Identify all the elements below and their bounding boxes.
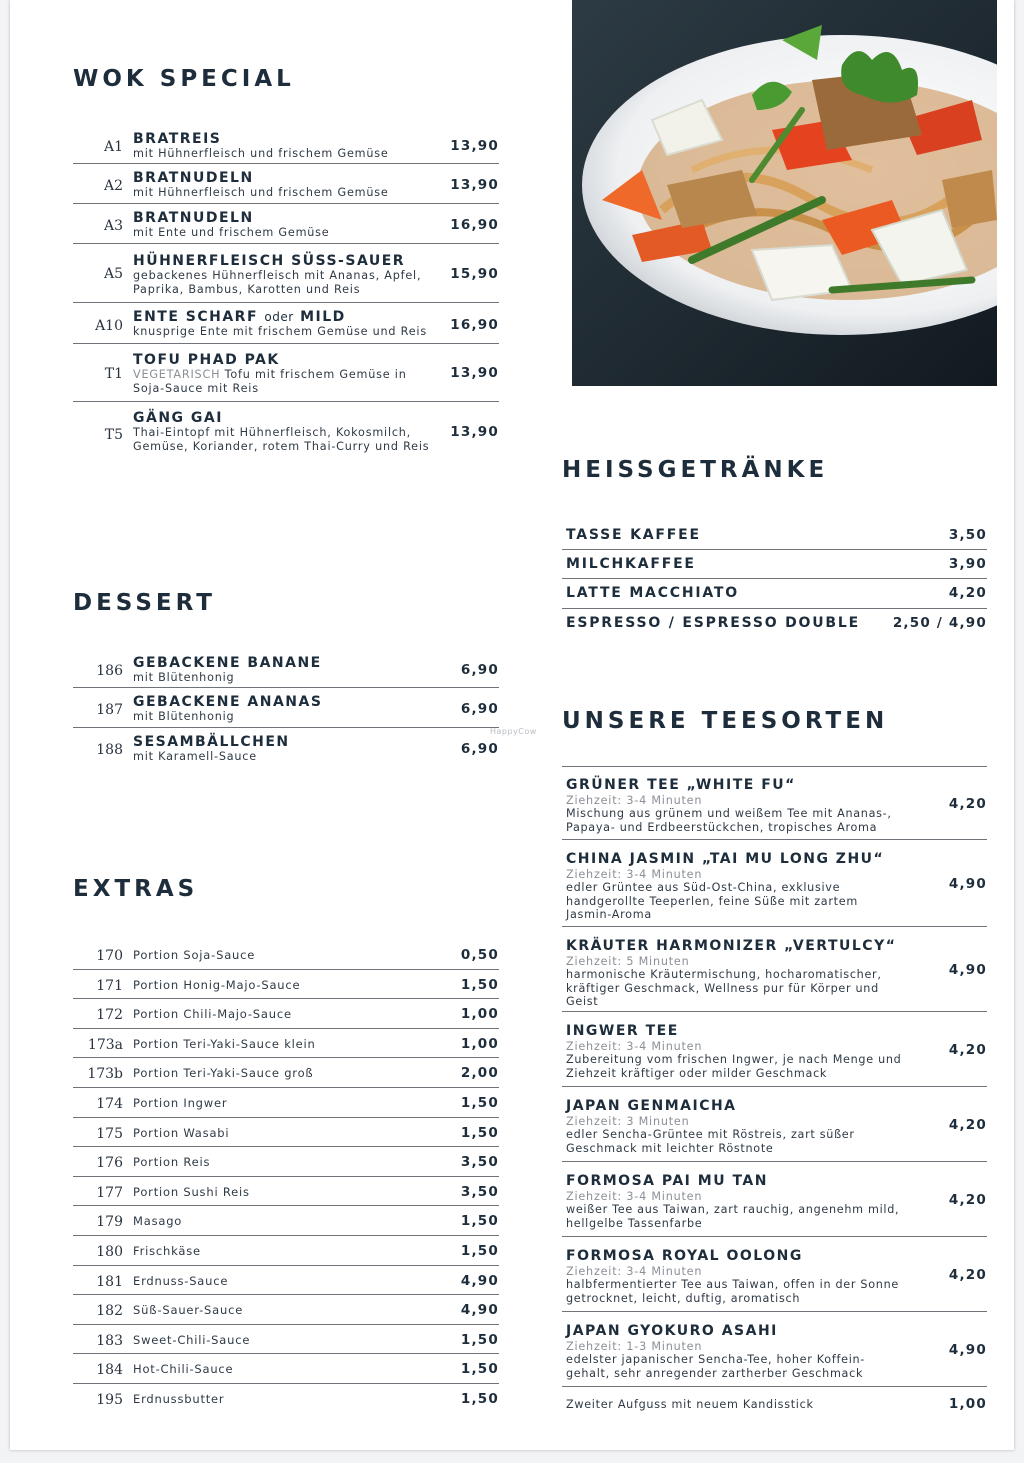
dessert-item	[73, 650, 499, 688]
item-code: A2	[103, 178, 123, 194]
extra-item	[73, 1206, 499, 1236]
wok-item	[73, 165, 499, 204]
tea-price: 4,90	[948, 1342, 987, 1358]
item-desc-line: Soja-Sauce mit Reis	[133, 381, 259, 395]
item-desc	[133, 269, 421, 296]
tea-heading: UNSERE TEESORTEN	[562, 708, 889, 734]
item-code: 184	[96, 1362, 123, 1379]
tea-list	[562, 766, 987, 1416]
tea-desc-line: handgerollte Teeperlen, feine Süße mit zartem	[566, 894, 858, 908]
item-desc-line: Thai-Eintopf mit Hühnerfleisch, Kokosmilch,	[133, 426, 412, 439]
item-code: 195	[96, 1392, 123, 1408]
tea-desc-line: harmonische Kräutermischung, hocharomatischer,	[566, 968, 882, 981]
item-code: 171	[96, 977, 123, 994]
item-desc-line: Gemüse, Koriander, rotem Thai-Curry und Reis	[133, 439, 430, 453]
item-label: Portion Honig-Majo-Sauce	[133, 977, 301, 992]
item-code: T1	[104, 366, 123, 382]
item-name-or: oder	[264, 310, 294, 324]
item-price: 13,90	[450, 365, 499, 381]
tea-name: FORMOSA ROYAL OOLONG	[566, 1248, 803, 1264]
drink-name: TASSE KAFFEE	[566, 527, 701, 543]
refill-label: Zweiter Aufguss mit neuem Kandisstick	[566, 1398, 814, 1411]
item-name-part: ENTE SCHARF	[133, 309, 259, 325]
item-price: 6,90	[460, 741, 499, 757]
item-name-part: MILD	[300, 309, 346, 325]
tea-desc	[566, 1128, 855, 1155]
item-desc: mit Blütenhonig	[133, 671, 235, 684]
item-code: 175	[96, 1125, 123, 1142]
tea-desc-line: Geschmack mit leichter Röstnote	[566, 1141, 774, 1155]
wok-special-heading: WOK SPECIAL	[73, 66, 295, 92]
item-price: 1,00	[460, 1035, 499, 1052]
wok-item	[73, 205, 499, 244]
item-code: A10	[95, 318, 123, 334]
tea-price: 4,20	[948, 1117, 987, 1133]
tea-steep-time: Ziehzeit: 3-4 Minuten	[566, 1190, 703, 1203]
tea-item	[562, 1313, 987, 1387]
vegetarian-label: VEGETARISCH	[133, 368, 221, 381]
tea-desc	[566, 1203, 899, 1230]
tea-item	[562, 1013, 987, 1087]
tea-desc-line: Mischung aus grünem und weißem Tee mit Ananas-,	[566, 807, 892, 820]
item-price: 3,50	[460, 1183, 499, 1200]
tea-desc	[566, 968, 882, 1009]
wok-item	[73, 304, 499, 344]
item-name: GÄNG GAI	[133, 410, 223, 426]
item-name: BRATNUDELN	[133, 210, 254, 226]
extra-item	[73, 970, 499, 1000]
item-desc-line: Paprika, Bambus, Karotten und Reis	[133, 282, 361, 296]
tea-item	[562, 1238, 987, 1312]
item-price: 0,50	[460, 947, 499, 963]
item-name: BRATNUDELN	[133, 170, 254, 186]
extras-list	[73, 940, 499, 1415]
tea-desc-line: Jasmin-Aroma	[566, 908, 652, 921]
item-price: 1,50	[460, 1213, 499, 1230]
item-price: 4,90	[460, 1302, 499, 1319]
tea-desc-line: getrocknet, leicht, duftig, aromatisch	[566, 1291, 801, 1305]
tea-name: JAPAN GYOKURO ASAHI	[566, 1323, 778, 1339]
extra-item	[73, 1058, 499, 1088]
extra-item	[73, 1088, 499, 1118]
item-code: 186	[96, 663, 123, 679]
tea-item	[562, 1163, 987, 1237]
tea-price: 4,20	[948, 1267, 987, 1283]
drink-item	[562, 579, 987, 609]
dessert-item	[73, 689, 499, 728]
wok-item	[73, 345, 499, 402]
item-code: 172	[96, 1007, 123, 1024]
tea-item	[562, 766, 987, 840]
drink-item	[562, 520, 987, 550]
item-price: 16,90	[450, 317, 499, 333]
wok-dish-photo	[572, 0, 997, 386]
tea-name: CHINA JASMIN „TAI MU LONG ZHU“	[566, 851, 885, 867]
extra-item	[73, 1354, 499, 1384]
extra-item	[73, 1118, 499, 1148]
item-name: BRATREIS	[133, 131, 222, 147]
tea-desc	[566, 1278, 899, 1305]
dessert-heading: DESSERT	[73, 590, 216, 616]
extra-item	[73, 1384, 499, 1414]
item-code: 183	[96, 1332, 123, 1349]
tea-desc	[566, 1353, 865, 1380]
item-name	[133, 309, 346, 325]
item-desc	[133, 426, 429, 453]
drink-price: 3,90	[948, 556, 987, 572]
extra-item	[73, 940, 499, 970]
item-label: Portion Reis	[133, 1155, 211, 1170]
item-code: 188	[96, 742, 123, 758]
item-desc: mit Hühnerfleisch und frischem Gemüse	[133, 147, 389, 160]
drink-name: MILCHKAFFEE	[566, 556, 696, 572]
item-desc: mit Karamell-Sauce	[133, 750, 257, 763]
item-desc-line	[133, 368, 407, 382]
tea-desc	[566, 1053, 901, 1080]
refill-price: 1,00	[948, 1396, 987, 1412]
extra-item	[73, 1147, 499, 1177]
item-price: 3,50	[460, 1154, 499, 1171]
item-price: 13,90	[450, 177, 499, 193]
item-label: Portion Soja-Sauce	[133, 948, 256, 962]
tea-item	[562, 928, 987, 1012]
item-label: Frischkäse	[133, 1244, 201, 1258]
tea-name: GRÜNER TEE „WHITE FU“	[566, 777, 796, 793]
item-desc-line: gebackenes Hühnerfleisch mit Ananas, Apfel,	[133, 269, 422, 282]
tea-price: 4,20	[948, 1192, 987, 1208]
item-code: 176	[96, 1155, 123, 1172]
item-price: 1,50	[460, 1361, 499, 1378]
tea-desc-line: edler Grüntee aus Süd-Ost-China, exklusive	[566, 881, 841, 894]
tea-steep-time: Ziehzeit: 1-3 Minuten	[566, 1340, 703, 1353]
item-name: GEBACKENE ANANAS	[133, 694, 323, 710]
drink-price: 3,50	[948, 527, 987, 543]
item-code: 182	[96, 1303, 123, 1320]
item-price: 15,90	[450, 266, 499, 282]
item-label: Portion Chili-Majo-Sauce	[133, 1007, 292, 1022]
menu-page	[10, 0, 1014, 1450]
item-price: 1,50	[460, 976, 499, 993]
item-code: 180	[96, 1244, 123, 1260]
tea-desc-line: Papaya- und Erdbeerstückchen, tropisches Aroma	[566, 820, 878, 834]
tea-item	[562, 1088, 987, 1162]
tea-price: 4,90	[948, 962, 987, 978]
item-desc-text: Tofu mit frischem Gemüse in	[224, 368, 407, 381]
tea-desc-line: edler Sencha-Grüntee mit Röstreis, zart süßer	[566, 1128, 855, 1141]
item-desc	[133, 368, 407, 395]
item-label: Erdnuss-Sauce	[133, 1273, 229, 1288]
wok-item	[73, 245, 499, 303]
item-label: Süß-Sauer-Sauce	[133, 1303, 244, 1318]
item-label: Sweet-Chili-Sauce	[133, 1332, 251, 1347]
tea-desc	[566, 881, 858, 922]
tea-price: 4,90	[948, 876, 987, 892]
extra-item	[73, 1236, 499, 1266]
extra-item	[73, 1266, 499, 1296]
tea-desc-line: weißer Tee aus Taiwan, zart rauchig, angenehm mild,	[566, 1203, 900, 1216]
dessert-item	[73, 729, 499, 768]
item-price: 1,50	[460, 1124, 499, 1141]
item-code: A5	[103, 266, 123, 282]
item-code: A1	[103, 139, 123, 155]
tea-name: JAPAN GENMAICHA	[566, 1098, 737, 1114]
tea-desc-line: halbfermentierter Tee aus Taiwan, offen in der Sonne	[566, 1278, 899, 1291]
item-desc: knusprige Ente mit frischem Gemüse und Reis	[133, 325, 427, 338]
tea-steep-time: Ziehzeit: 3 Minuten	[566, 1115, 690, 1128]
tea-name: FORMOSA PAI MU TAN	[566, 1173, 768, 1189]
item-code: 177	[96, 1184, 123, 1201]
drink-item	[562, 609, 987, 639]
extra-item	[73, 1177, 499, 1207]
extras-heading: EXTRAS	[73, 876, 199, 902]
item-code: 181	[96, 1273, 123, 1290]
item-price: 1,50	[460, 1095, 499, 1111]
item-code: 173a	[87, 1036, 123, 1053]
item-code: 174	[96, 1096, 123, 1112]
tea-desc-line: Geist	[566, 995, 599, 1008]
item-name: HÜHNERFLEISCH SÜSS-SAUER	[133, 253, 406, 269]
item-name: GEBACKENE BANANE	[133, 655, 322, 671]
item-desc: mit Ente und frischem Gemüse	[133, 226, 330, 239]
tea-name: INGWER TEE	[566, 1023, 679, 1039]
item-code: A3	[103, 218, 123, 234]
dish-image	[572, 0, 997, 386]
tea-name: KRÄUTER HARMONIZER „VERTULCY“	[566, 938, 897, 954]
drink-item	[562, 550, 987, 579]
item-price: 1,50	[460, 1331, 499, 1348]
item-price: 16,90	[450, 217, 499, 233]
item-price: 1,50	[460, 1391, 499, 1407]
extra-item	[73, 1029, 499, 1059]
tea-steep-time: Ziehzeit: 3-4 Minuten	[566, 868, 703, 881]
item-code: T5	[104, 427, 123, 443]
item-label: Portion Ingwer	[133, 1096, 228, 1110]
item-price: 13,90	[450, 424, 499, 440]
tea-steep-time: Ziehzeit: 3-4 Minuten	[566, 1265, 703, 1278]
tea-desc-line: Zubereitung vom frischen Ingwer, je nach Menge und	[566, 1053, 902, 1066]
item-code: 170	[96, 948, 123, 964]
tea-price: 4,20	[948, 1042, 987, 1058]
drink-price: 4,20	[948, 585, 987, 601]
tea-steep-time: Ziehzeit: 3-4 Minuten	[566, 794, 703, 807]
item-price: 2,00	[460, 1065, 499, 1082]
extra-item	[73, 999, 499, 1029]
item-label: Portion Sushi Reis	[133, 1184, 250, 1199]
item-price: 1,00	[460, 1006, 499, 1023]
tea-steep-time: Ziehzeit: 3-4 Minuten	[566, 1040, 703, 1053]
item-label: Hot-Chili-Sauce	[133, 1362, 234, 1377]
tea-refill	[562, 1388, 987, 1418]
item-price: 13,90	[450, 138, 499, 154]
tea-desc-line: Ziehzeit kräftiger oder milder Geschmack	[566, 1066, 828, 1080]
item-code: 187	[96, 702, 123, 718]
tea-desc-line: hellgelbe Tassenfarbe	[566, 1216, 703, 1230]
drink-name: LATTE MACCHIATO	[566, 585, 739, 601]
drink-price: 2,50 / 4,90	[892, 615, 987, 631]
item-code: 173b	[87, 1066, 123, 1083]
item-name: TOFU PHAD PAK	[133, 352, 280, 368]
item-label: Portion Teri-Yaki-Sauce groß	[133, 1066, 314, 1081]
tea-desc-line: edelster japanischer Sencha-Tee, hoher Koffein-	[566, 1353, 866, 1366]
item-label: Portion Wasabi	[133, 1125, 230, 1140]
item-label: Portion Teri-Yaki-Sauce klein	[133, 1036, 316, 1051]
wok-item	[73, 403, 499, 463]
extra-item	[73, 1295, 499, 1325]
item-code: 179	[96, 1214, 123, 1231]
tea-price: 4,20	[948, 796, 987, 812]
happycow-watermark: HappyCow	[490, 727, 537, 736]
item-name: SESAMBÄLLCHEN	[133, 734, 290, 750]
tea-item	[562, 841, 987, 927]
item-desc: mit Hühnerfleisch und frischem Gemüse	[133, 186, 389, 199]
item-price: 4,90	[460, 1272, 499, 1289]
tea-desc-line: kräftiger Geschmack, Wellness pur für Körper und	[566, 981, 879, 995]
item-price: 6,90	[460, 662, 499, 678]
tea-steep-time: Ziehzeit: 5 Minuten	[566, 955, 690, 968]
drink-name: ESPRESSO / ESPRESSO DOUBLE	[566, 615, 860, 631]
extra-item	[73, 1325, 499, 1355]
hot-drinks-heading: HEISSGETRÄNKE	[562, 457, 829, 483]
tea-desc-line: gehalt, sehr anregender zartherber Geschmack	[566, 1366, 864, 1380]
item-price: 1,50	[460, 1243, 499, 1259]
tea-desc	[566, 807, 892, 834]
wok-item	[73, 126, 499, 164]
item-label: Erdnussbutter	[133, 1392, 225, 1406]
item-desc: mit Blütenhonig	[133, 710, 235, 723]
item-price: 6,90	[460, 701, 499, 717]
item-label: Masago	[133, 1214, 183, 1229]
